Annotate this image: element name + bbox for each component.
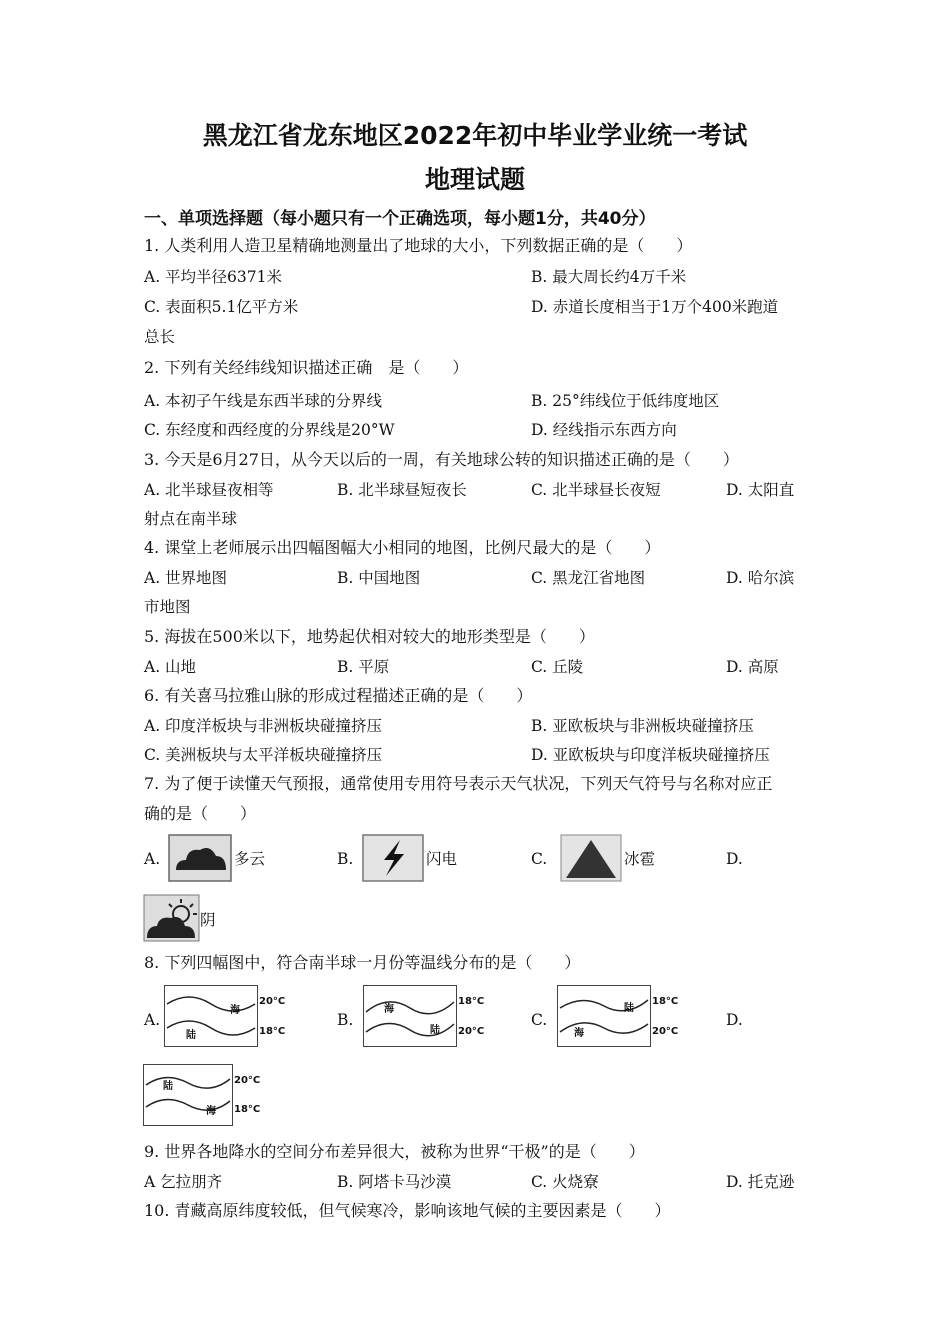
exam-title: 黑龙江省龙东地区2022年初中毕业学业统一考试 bbox=[202, 121, 748, 150]
question-2-option-b[interactable]: B. 25°纬线位于低纬度地区 bbox=[531, 392, 720, 410]
question-7-option-a-letter[interactable]: A. bbox=[144, 850, 161, 868]
exam-subtitle: 地理试题 bbox=[424, 165, 525, 194]
question-7-option-c-label: 冰雹 bbox=[624, 850, 656, 868]
question-2-option-a[interactable]: A. 本初子午线是东西半球的分界线 bbox=[144, 392, 383, 410]
question-1-option-c[interactable]: C. 表面积5.1亿平方米 bbox=[144, 298, 299, 316]
lightning-icon bbox=[362, 834, 424, 882]
question-8-option-c-letter[interactable]: C. bbox=[531, 1011, 548, 1029]
sun-behind-cloud-icon bbox=[143, 894, 200, 942]
map-c-lower-temp: 20°C bbox=[652, 1026, 679, 1037]
map-b-upper-region: 海 bbox=[384, 1004, 394, 1015]
question-2-option-c[interactable]: C. 东经度和西经度的分界线是20°W bbox=[144, 421, 395, 439]
question-6-option-d[interactable]: D. 亚欧板块与印度洋板块碰撞挤压 bbox=[531, 746, 770, 764]
question-2-option-d[interactable]: D. 经线指示东西方向 bbox=[531, 421, 677, 439]
question-1-option-d-continued: 总长 bbox=[144, 328, 176, 346]
map-d-lower-region: 海 bbox=[206, 1106, 216, 1117]
question-8-option-b-letter[interactable]: B. bbox=[337, 1011, 354, 1029]
isotherm-map-c bbox=[557, 985, 651, 1047]
question-8-stem: 8. 下列四幅图中，符合南半球一月份等温线分布的是（ ） bbox=[144, 953, 581, 972]
map-a-lower-temp: 18°C bbox=[259, 1026, 286, 1037]
question-5-option-b[interactable]: B. 平原 bbox=[337, 658, 390, 676]
question-7-stem-continued: 确的是（ ） bbox=[144, 804, 257, 823]
question-7-option-d-label: 阴 bbox=[200, 911, 216, 929]
isotherm-map-b bbox=[363, 985, 457, 1047]
question-1-option-b[interactable]: B. 最大周长约4万千米 bbox=[531, 268, 687, 286]
question-1-option-d[interactable]: D. 赤道长度相当于1万个400米跑道 bbox=[531, 298, 779, 316]
question-7-stem: 7. 为了便于读懂天气预报，通常使用专用符号表示天气状况，下列天气符号与名称对应正 bbox=[144, 774, 773, 793]
question-1-option-a[interactable]: A. 平均半径6371米 bbox=[144, 268, 282, 286]
question-4-option-d[interactable]: D. 哈尔滨 bbox=[726, 569, 795, 587]
question-5-option-c[interactable]: C. 丘陵 bbox=[531, 658, 584, 676]
cloud-icon bbox=[168, 834, 232, 882]
isotherm-map-a bbox=[164, 985, 258, 1047]
question-4-option-c[interactable]: C. 黑龙江省地图 bbox=[531, 569, 646, 587]
isotherm-map-d bbox=[143, 1064, 233, 1126]
question-9-stem: 9. 世界各地降水的空间分布差异很大，被称为世界“干极”的是（ ） bbox=[144, 1142, 645, 1161]
question-6-stem: 6. 有关喜马拉雅山脉的形成过程描述正确的是（ ） bbox=[144, 686, 533, 705]
question-4-stem: 4. 课堂上老师展示出四幅图幅大小相同的地图，比例尺最大的是（ ） bbox=[144, 538, 661, 557]
hail-triangle-icon bbox=[560, 834, 622, 882]
map-c-upper-region: 陆 bbox=[624, 1003, 634, 1014]
question-3-option-b[interactable]: B. 北半球昼短夜长 bbox=[337, 481, 467, 499]
question-5-option-d[interactable]: D. 高原 bbox=[726, 658, 779, 676]
question-7-option-a-label: 多云 bbox=[234, 850, 266, 868]
question-4-option-a[interactable]: A. 世界地图 bbox=[144, 569, 228, 587]
question-5-option-a[interactable]: A. 山地 bbox=[144, 658, 197, 676]
map-d-upper-temp: 20°C bbox=[234, 1075, 261, 1086]
question-7-option-c-letter[interactable]: C. bbox=[531, 850, 548, 868]
question-3-option-d-continued: 射点在南半球 bbox=[144, 510, 238, 528]
map-a-upper-region: 海 bbox=[230, 1005, 240, 1016]
section-heading: 一、单项选择题（每小题只有一个正确选项，每小题1分，共40分） bbox=[144, 209, 656, 229]
question-10-stem: 10. 青藏高原纬度较低，但气候寒冷，影响该地气候的主要因素是（ ） bbox=[144, 1201, 671, 1220]
question-4-option-b[interactable]: B. 中国地图 bbox=[337, 569, 421, 587]
question-7-option-b-label: 闪电 bbox=[426, 850, 458, 868]
question-6-option-a[interactable]: A. 印度洋板块与非洲板块碰撞挤压 bbox=[144, 717, 383, 735]
question-7-option-b-letter[interactable]: B. bbox=[337, 850, 354, 868]
question-6-option-b[interactable]: B. 亚欧板块与非洲板块碰撞挤压 bbox=[531, 717, 754, 735]
question-9-option-b[interactable]: B. 阿塔卡马沙漠 bbox=[337, 1173, 452, 1191]
map-c-upper-temp: 18°C bbox=[652, 996, 679, 1007]
map-a-upper-temp: 20°C bbox=[259, 996, 286, 1007]
map-d-upper-region: 陆 bbox=[163, 1081, 173, 1092]
map-b-lower-temp: 20°C bbox=[458, 1026, 485, 1037]
question-1-stem: 1. 人类利用人造卫星精确地测量出了地球的大小，下列数据正确的是（ ） bbox=[144, 236, 693, 255]
question-4-option-d-continued: 市地图 bbox=[144, 598, 191, 616]
question-3-stem: 3. 今天是6月27日，从今天以后的一周，有关地球公转的知识描述正确的是（ ） bbox=[144, 450, 739, 469]
question-3-option-a[interactable]: A. 北半球昼夜相等 bbox=[144, 481, 274, 499]
question-3-option-d[interactable]: D. 太阳直 bbox=[726, 481, 795, 499]
question-3-option-c[interactable]: C. 北半球昼长夜短 bbox=[531, 481, 661, 499]
map-d-lower-temp: 18°C bbox=[234, 1104, 261, 1115]
map-a-lower-region: 陆 bbox=[186, 1030, 196, 1041]
question-7-option-d-letter[interactable]: D. bbox=[726, 850, 743, 868]
map-b-upper-temp: 18°C bbox=[458, 996, 485, 1007]
map-b-lower-region: 陆 bbox=[430, 1025, 440, 1036]
map-c-lower-region: 海 bbox=[574, 1028, 584, 1039]
question-9-option-c[interactable]: C. 火烧寮 bbox=[531, 1173, 599, 1191]
question-5-stem: 5. 海拔在500米以下，地势起伏相对较大的地形类型是（ ） bbox=[144, 627, 595, 646]
question-8-option-a-letter[interactable]: A. bbox=[144, 1011, 161, 1029]
question-6-option-c[interactable]: C. 美洲板块与太平洋板块碰撞挤压 bbox=[144, 746, 383, 764]
question-2-stem: 2. 下列有关经纬线知识描述正确 是（ ） bbox=[144, 358, 469, 377]
question-8-option-d-letter[interactable]: D. bbox=[726, 1011, 743, 1029]
question-9-option-a[interactable]: A 乞拉朋齐 bbox=[144, 1173, 223, 1191]
question-9-option-d[interactable]: D. 托克逊 bbox=[726, 1173, 795, 1191]
